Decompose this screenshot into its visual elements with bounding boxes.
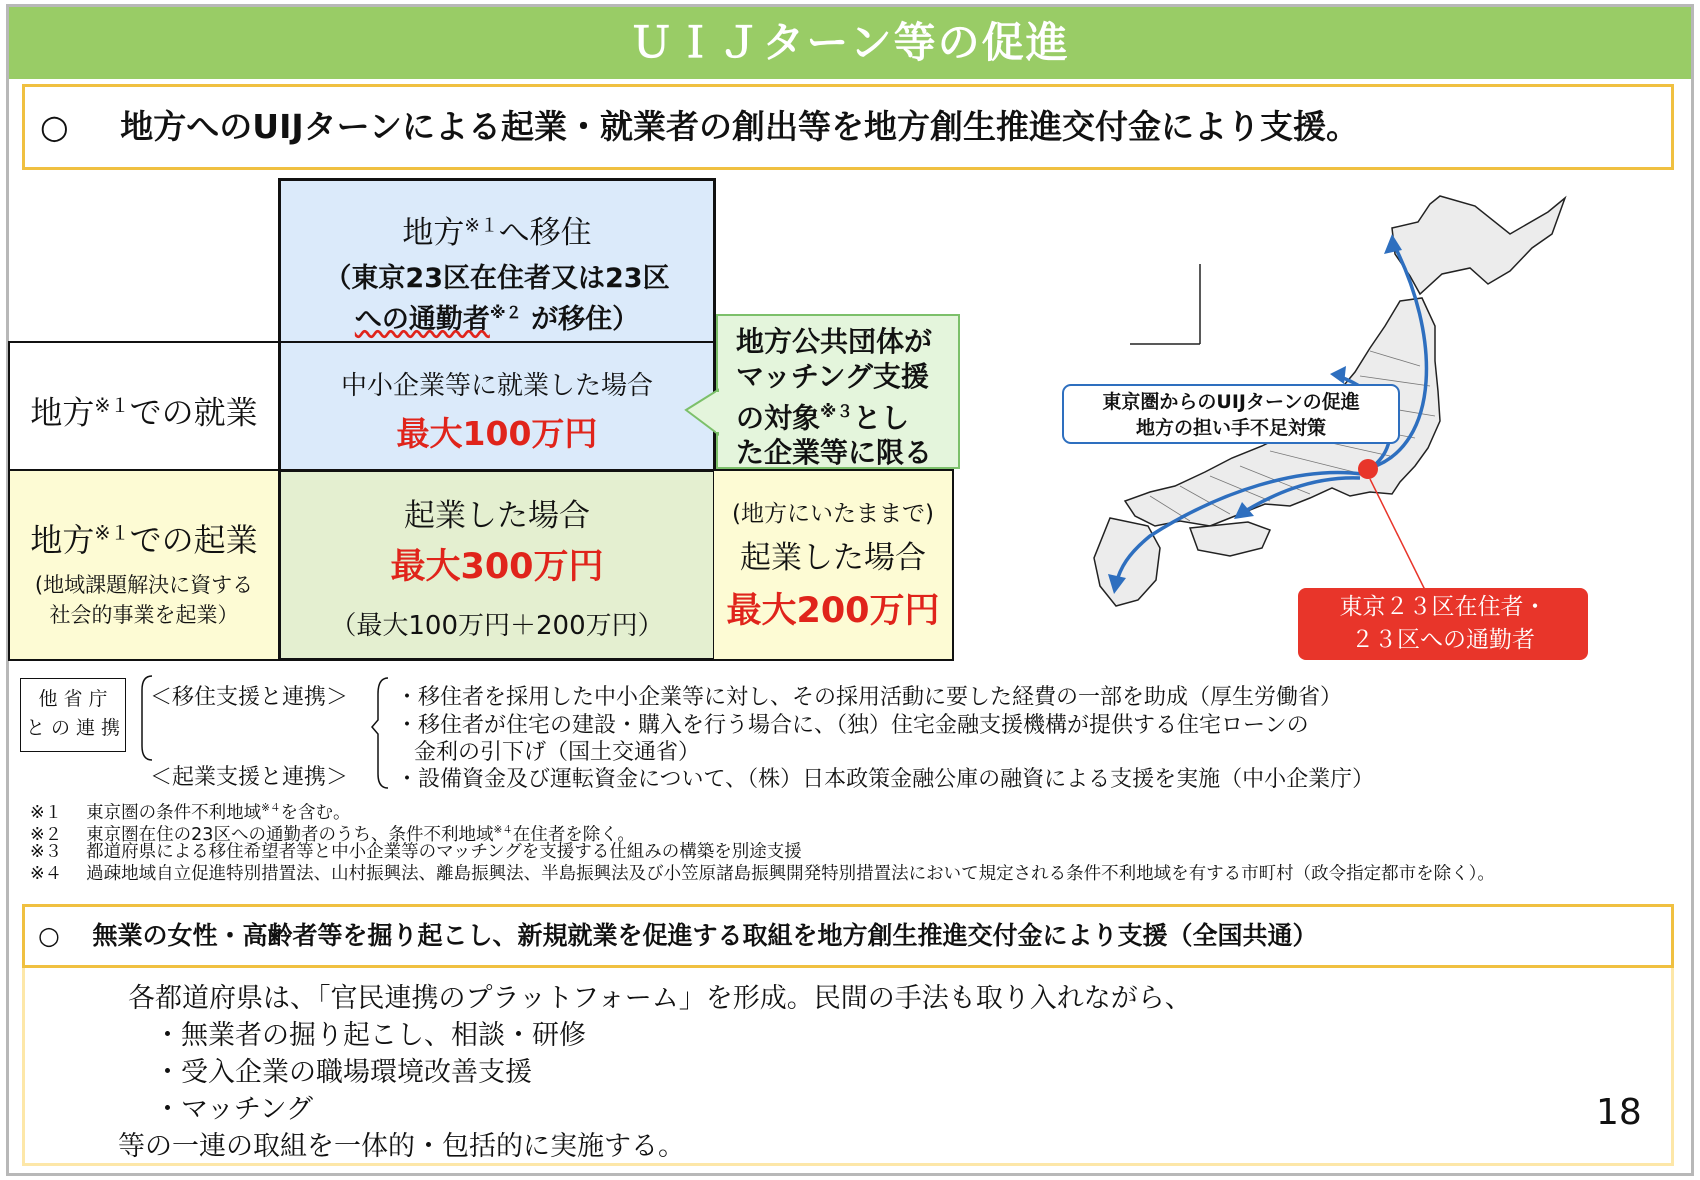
body-bullet-1: ・無業者の掘り起こし、相談・研修 — [154, 1020, 586, 1051]
tokyo-dot — [1358, 459, 1378, 479]
callout-pointer — [684, 388, 720, 438]
note-1: ※１ 東京圏の条件不利地域$^{※4}$を含む。 — [30, 802, 351, 823]
slide-title: ＵＩＪターン等の促進 — [9, 7, 1691, 79]
body-bullet-3: ・マッチング — [154, 1094, 314, 1125]
note-4: ※４ 過疎地域自立促進特別措置法、山村振興法、離島振興法、半島振興法及び小笠原諸島振興開発特別措置法において規定される条件不利地域を有する市町村（政令指定都市を除く）。 — [30, 864, 1495, 884]
shikoku-shape — [1190, 522, 1270, 556]
biz-row-sub2: 社会的事業を起業） — [49, 603, 239, 627]
note-2: ※２ 東京圏在住の23区への通勤者のうち、条件不利地域$^{※4}$在住者を除く。 — [30, 824, 635, 845]
biz-row-header — [8, 469, 280, 661]
body-line-1: 各都道府県は、「官民連携のプラットフォーム」を形成。民間の手法も取り入れながら、 — [128, 983, 1192, 1014]
items-bracket — [370, 674, 392, 792]
local-case-amount: 最大200万円 — [726, 591, 940, 631]
biz-case-label: 起業した場合 — [404, 498, 590, 534]
tokyo-label-line1: 東京２３区在住者・ — [1339, 594, 1547, 620]
uij-label-box — [1062, 384, 1400, 444]
uij-label-line2: 地方の担い手不足対策 — [1135, 417, 1326, 439]
point2-heading — [38, 904, 1318, 968]
migrate-collab-label: ＜移住支援と連携＞ — [150, 685, 349, 710]
local-case-note: (地方にいたままで) — [732, 501, 934, 527]
biz-row-sub1: (地域課題解決に資する — [34, 573, 254, 597]
biz-case-cell — [278, 469, 716, 661]
biz-collab-label: ＜起業支援と連携＞ — [150, 765, 349, 790]
job-case-cell — [278, 341, 716, 471]
local-case-cell — [714, 469, 954, 661]
biz-case-amount: 最大300万円 — [390, 547, 604, 587]
collab-item-1: ・移住者を採用した中小企業等に対し、その採用活動に要した経費の一部を助成（厚生労働省） — [396, 685, 1343, 710]
point1-marker: ○ — [40, 107, 69, 146]
collab-item-2b: 金利の引下げ（国土交通省） — [414, 740, 701, 765]
point1-heading — [40, 84, 1359, 170]
point1-text: 地方へのUIJターンによる起業・就業者の創出等を地方創生推進交付金により支援。 — [120, 107, 1359, 146]
migrate-line2: （東京23区在住者又は23区 — [324, 263, 670, 294]
local-case-label: 起業した場合 — [740, 540, 926, 576]
point2-text: 無業の女性・高齢者等を掘り起こし、新規就業を促進する取組を地方創生推進交付金により支援（全国共通） — [92, 921, 1318, 950]
note-3: ※３ 都道府県による移住希望者等と中小企業等のマッチングを支援する仕組みの構築を別途支援 — [30, 842, 802, 862]
job-case-label: 中小企業等に就業した場合 — [340, 371, 653, 401]
matching-callout: 地方公共団体が マッチング支援 の対象$^{※3}$とし た企業等に限る — [716, 314, 960, 469]
migrate-line1: 地方$^{※1}$へ移住 — [402, 215, 592, 251]
body-bullet-2: ・受入企業の職場環境改善支援 — [154, 1057, 532, 1088]
migrate-line3: への通勤者$^{※2}$ が移住） — [354, 303, 640, 335]
collab-item-3: ・設備資金及び運転資金について、（株）日本政策金融公庫の融資による支援を実施（中小企業庁） — [396, 767, 1375, 792]
body-line-end: 等の一連の取組を一体的・包括的に実施する。 — [118, 1131, 685, 1162]
migrate-header-cell — [278, 178, 716, 341]
page-number: 18 — [1596, 1092, 1642, 1133]
biz-case-detail: （最大100万円＋200万円） — [330, 611, 664, 641]
biz-row-label: 地方$^{※1}$での起業 — [30, 521, 258, 559]
collab-item-2: ・移住者が住宅の建設・購入を行う場合に、（独）住宅金融支援機構が提供する住宅ローンの — [396, 713, 1309, 738]
job-case-amount: 最大100万円 — [396, 414, 598, 453]
tokyo-label-line2: ２３区への通勤者 — [1351, 627, 1535, 653]
uij-label-line1: 東京圏からのUIJターンの促進 — [1102, 391, 1360, 413]
job-row-header: 地方$^{※1}$での就業 — [8, 341, 280, 471]
tokyo-label-box — [1298, 588, 1588, 660]
hokkaido-shape — [1392, 196, 1565, 294]
point2-marker: ○ — [38, 921, 60, 950]
other-ministries-tag: 他 省 庁 と の 連 携 — [20, 678, 126, 752]
